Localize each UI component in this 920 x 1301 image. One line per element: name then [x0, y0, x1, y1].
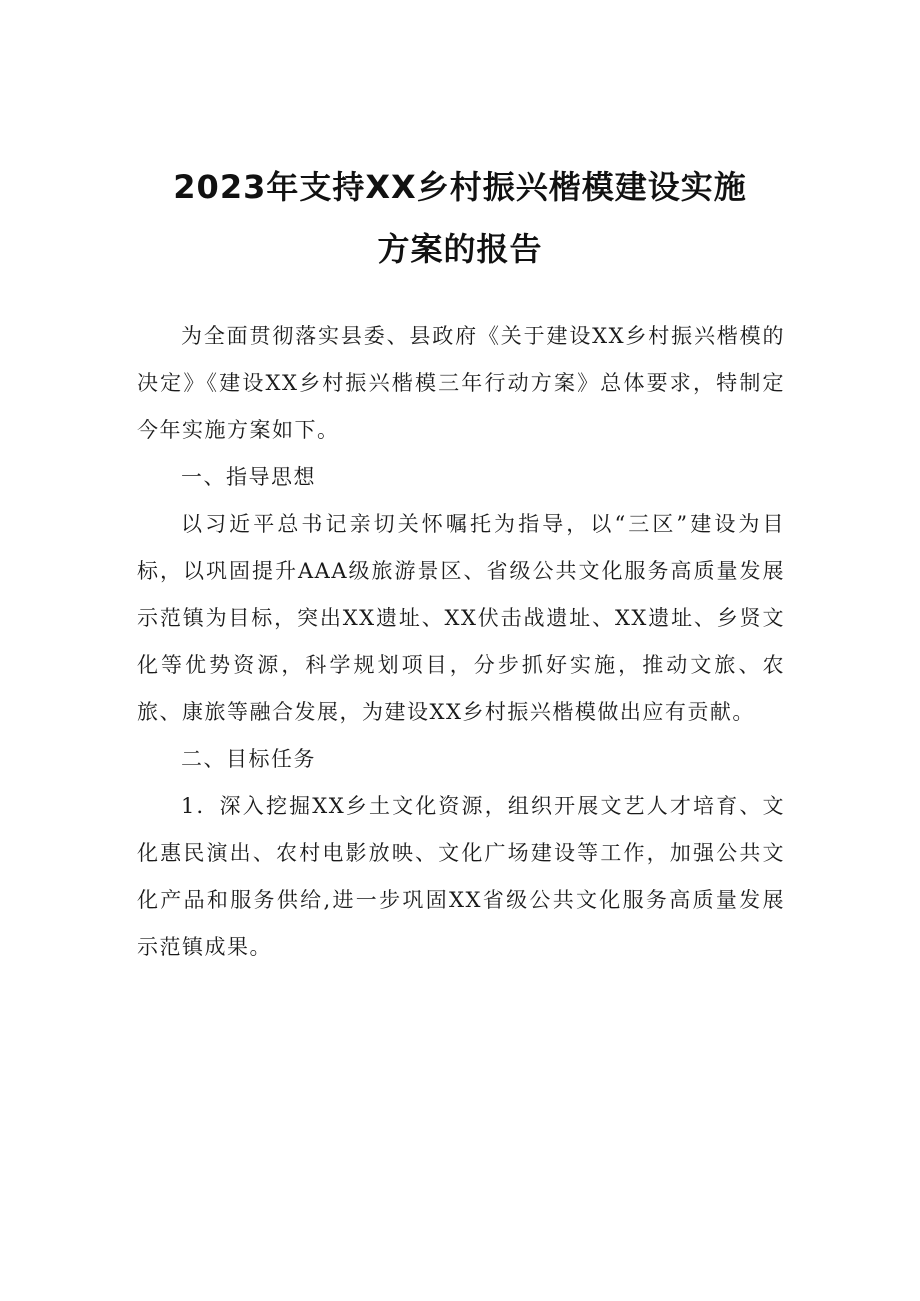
- intro-paragraph: 为全面贯彻落实县委、县政府《关于建设XX乡村振兴楷模的决定》《建设XX乡村振兴楷模三年行动方案》总体要求，特制定今年实施方案如下。: [137, 324, 785, 442]
- section-heading-goals-tasks: 二、目标任务: [181, 747, 316, 771]
- guiding-ideology-paragraph: 以习近平总书记亲切关怀嘱托为指导，以“三区”建设为目标，以巩固提升AAA级旅游景区、省级公共文化服务高质量发展示范镇为目标，突出XX遗址、XX伏击战遗址、XX遗址、乡贤文化等优势资源，科学规划项目，分步抓好实施，推动文旅、农旅、康旅等融合发展，为建设XX乡村振兴楷模做出应有贡献。: [137, 512, 785, 724]
- section-heading-guiding-ideology: 一、指导思想: [181, 465, 316, 489]
- goals-tasks-item-1: 1．深入挖掘XX乡土文化资源，组织开展文艺人才培育、文化惠民演出、农村电影放映、文化广场建设等工作，加强公共文化产品和服务供给,进一步巩固XX省级公共文化服务高质量发展示范镇成果。: [137, 794, 785, 959]
- document-title-line-1: 2023年支持XX乡村振兴楷模建设实施: [173, 168, 747, 206]
- document-title-line-2: 方案的报告: [377, 230, 543, 268]
- document-body: [137, 313, 785, 971]
